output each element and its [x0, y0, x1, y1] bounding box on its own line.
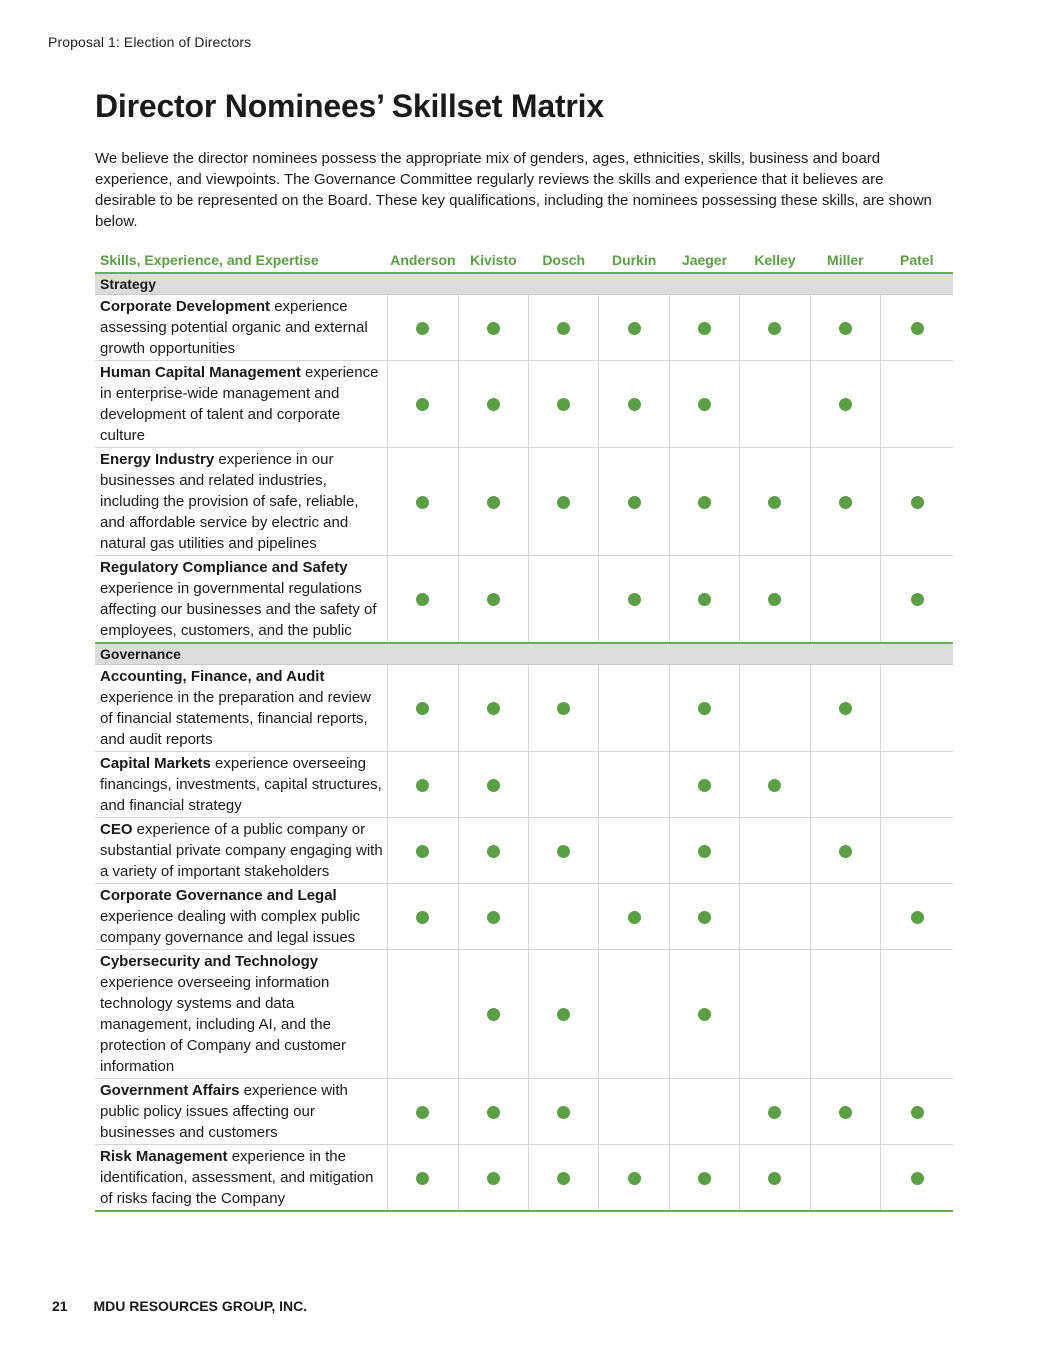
skill-description	[95, 1145, 388, 1212]
skill-dot-icon	[557, 702, 570, 715]
matrix-cell-jaeger	[669, 1145, 739, 1212]
skill-dot-icon	[628, 496, 641, 509]
matrix-cell-miller	[810, 752, 880, 818]
skill-dot-icon	[487, 496, 500, 509]
matrix-cell-kivisto	[458, 1145, 528, 1212]
matrix-cell-durkin	[599, 1079, 669, 1145]
intro-paragraph: We believe the director nominees possess the appropriate mix of genders, ages, ethnicities, skills, business and board experience, and viewpoints. The Governance Committee regularly reviews the skills and experience that it believes are desirable to be represented on the Board. These key qualifications, including the nominees possessing these skills, are shown below.	[95, 150, 932, 230]
matrix-cell-kivisto	[458, 295, 528, 361]
skill-dot-icon	[487, 1008, 500, 1021]
skill-dot-icon	[557, 322, 570, 335]
matrix-cell-kelley	[740, 950, 810, 1079]
matrix-cell-patel	[881, 1079, 953, 1145]
skill-dot-icon	[557, 1008, 570, 1021]
skill-dot-icon	[628, 1172, 641, 1185]
matrix-cell-jaeger	[669, 818, 739, 884]
matrix-cell-patel	[881, 361, 953, 448]
matrix-cell-kivisto	[458, 556, 528, 644]
matrix-cell-dosch	[529, 556, 599, 644]
matrix-cell-kivisto	[458, 818, 528, 884]
matrix-cell-anderson	[388, 818, 458, 884]
skill-detail: experience dealing with complex public company governance and legal issues	[100, 908, 361, 946]
skill-dot-icon	[487, 911, 500, 924]
matrix-cell-anderson	[388, 295, 458, 361]
matrix-cell-kelley	[740, 752, 810, 818]
skill-dot-icon	[911, 322, 924, 335]
skill-detail: experience with public policy issues affecting our businesses and customers	[100, 1082, 348, 1141]
skill-description	[95, 950, 388, 1079]
skill-title: Cybersecurity and Technology	[100, 953, 319, 970]
skill-dot-icon	[698, 322, 711, 335]
matrix-cell-dosch	[529, 448, 599, 556]
director-header-dosch: Dosch	[529, 250, 599, 273]
matrix-cell-miller	[810, 1145, 880, 1212]
header-section-label: Proposal 1: Election of Directors	[48, 34, 252, 50]
skill-dot-icon	[839, 702, 852, 715]
skill-detail: experience assessing potential organic and external growth opportunities	[100, 298, 368, 357]
director-header-kivisto: Kivisto	[458, 250, 528, 273]
skill-column-header: Skills, Experience, and Expertise	[95, 250, 388, 273]
matrix-cell-dosch	[529, 1079, 599, 1145]
matrix-cell-kivisto	[458, 665, 528, 752]
matrix-cell-durkin	[599, 556, 669, 644]
skill-description	[95, 1079, 388, 1145]
matrix-cell-kivisto	[458, 448, 528, 556]
skill-dot-icon	[768, 322, 781, 335]
matrix-cell-kelley	[740, 665, 810, 752]
matrix-body	[95, 273, 953, 1211]
skill-dot-icon	[557, 1172, 570, 1185]
skill-dot-icon	[557, 496, 570, 509]
matrix-cell-patel	[881, 818, 953, 884]
matrix-cell-patel	[881, 752, 953, 818]
matrix-cell-kivisto	[458, 1079, 528, 1145]
table-row	[95, 1145, 953, 1212]
matrix-cell-kelley	[740, 818, 810, 884]
matrix-cell-kivisto	[458, 752, 528, 818]
table-row	[95, 884, 953, 950]
skill-dot-icon	[628, 398, 641, 411]
skill-dot-icon	[698, 911, 711, 924]
skill-dot-icon	[768, 779, 781, 792]
skill-dot-icon	[768, 496, 781, 509]
matrix-cell-durkin	[599, 1145, 669, 1212]
matrix-cell-patel	[881, 665, 953, 752]
company-name: MDU RESOURCES GROUP, INC.	[93, 1298, 308, 1314]
skill-dot-icon	[416, 911, 429, 924]
matrix-cell-jaeger	[669, 448, 739, 556]
matrix-cell-kelley	[740, 361, 810, 448]
skill-dot-icon	[698, 496, 711, 509]
skill-detail: experience in the identification, assessment, and mitigation of risks facing the Company	[100, 1148, 374, 1207]
skill-detail: experience in enterprise-wide management and development of talent and corporate culture	[100, 364, 379, 444]
skill-title: Energy Industry	[100, 451, 215, 468]
skill-dot-icon	[839, 1106, 852, 1119]
matrix-cell-durkin	[599, 448, 669, 556]
matrix-cell-anderson	[388, 884, 458, 950]
matrix-cell-kelley	[740, 884, 810, 950]
table-row	[95, 818, 953, 884]
matrix-cell-kelley	[740, 448, 810, 556]
skill-description	[95, 884, 388, 950]
skill-dot-icon	[911, 1106, 924, 1119]
matrix-cell-jaeger	[669, 361, 739, 448]
matrix-cell-kelley	[740, 1079, 810, 1145]
skill-dot-icon	[557, 398, 570, 411]
table-row	[95, 1079, 953, 1145]
skill-description	[95, 752, 388, 818]
skill-detail: experience in governmental regulations affecting our businesses and the safety of employees, customers, and the public	[100, 580, 377, 639]
skill-title: CEO	[100, 821, 133, 838]
table-row	[95, 752, 953, 818]
table-row	[95, 665, 953, 752]
skill-dot-icon	[416, 496, 429, 509]
table-row	[95, 361, 953, 448]
skill-dot-icon	[416, 1172, 429, 1185]
matrix-cell-patel	[881, 556, 953, 644]
director-header-anderson: Anderson	[388, 250, 458, 273]
matrix-cell-jaeger	[669, 556, 739, 644]
skill-dot-icon	[911, 911, 924, 924]
skill-dot-icon	[698, 779, 711, 792]
skill-title: Government Affairs	[100, 1082, 240, 1099]
skill-detail: experience overseeing financings, investments, capital structures, and financial strategy	[100, 755, 382, 814]
skill-dot-icon	[487, 322, 500, 335]
matrix-cell-dosch	[529, 295, 599, 361]
matrix-cell-jaeger	[669, 752, 739, 818]
matrix-cell-durkin	[599, 818, 669, 884]
matrix-cell-anderson	[388, 665, 458, 752]
skill-description	[95, 361, 388, 448]
skill-description	[95, 448, 388, 556]
matrix-cell-miller	[810, 556, 880, 644]
matrix-cell-miller	[810, 818, 880, 884]
matrix-cell-dosch	[529, 884, 599, 950]
skill-dot-icon	[628, 593, 641, 606]
matrix-cell-anderson	[388, 361, 458, 448]
matrix-cell-dosch	[529, 752, 599, 818]
skill-dot-icon	[698, 702, 711, 715]
skill-dot-icon	[628, 911, 641, 924]
skill-title: Human Capital Management	[100, 364, 301, 381]
skill-dot-icon	[768, 1106, 781, 1119]
skill-title: Corporate Governance and Legal	[100, 887, 337, 904]
skill-dot-icon	[487, 779, 500, 792]
matrix-cell-jaeger	[669, 884, 739, 950]
skill-dot-icon	[557, 845, 570, 858]
skill-dot-icon	[416, 779, 429, 792]
skill-title: Corporate Development	[100, 298, 271, 315]
matrix-cell-patel	[881, 295, 953, 361]
matrix-cell-dosch	[529, 1145, 599, 1212]
skill-dot-icon	[911, 1172, 924, 1185]
skill-dot-icon	[839, 398, 852, 411]
matrix-cell-anderson	[388, 448, 458, 556]
skill-dot-icon	[487, 845, 500, 858]
matrix-cell-miller	[810, 665, 880, 752]
skill-description	[95, 295, 388, 361]
matrix-cell-miller	[810, 1079, 880, 1145]
page-footer	[52, 1298, 307, 1314]
skill-detail: experience overseeing information technology systems and data management, including AI, and the protection of Company and customer information	[100, 974, 346, 1075]
matrix-cell-dosch	[529, 361, 599, 448]
skills-matrix-table	[95, 250, 953, 1212]
matrix-cell-durkin	[599, 884, 669, 950]
table-row	[95, 448, 953, 556]
skill-dot-icon	[487, 1172, 500, 1185]
director-header-jaeger: Jaeger	[669, 250, 739, 273]
section-row	[95, 273, 953, 295]
matrix-cell-miller	[810, 950, 880, 1079]
page-number: 21	[52, 1298, 68, 1314]
skill-detail: experience in our businesses and related industries, including the provision of safe, reliable, and affordable service by electric and natural gas utilities and pipelines	[100, 451, 359, 552]
matrix-cell-anderson	[388, 752, 458, 818]
skill-description	[95, 818, 388, 884]
skill-dot-icon	[557, 1106, 570, 1119]
matrix-cell-durkin	[599, 752, 669, 818]
matrix-cell-dosch	[529, 950, 599, 1079]
matrix-cell-kelley	[740, 1145, 810, 1212]
matrix-cell-durkin	[599, 361, 669, 448]
matrix-cell-durkin	[599, 295, 669, 361]
skill-dot-icon	[698, 1008, 711, 1021]
skill-dot-icon	[768, 1172, 781, 1185]
matrix-cell-patel	[881, 1145, 953, 1212]
page-title: Director Nominees’ Skillset Matrix	[95, 88, 604, 124]
skill-dot-icon	[416, 702, 429, 715]
table-row	[95, 556, 953, 644]
table-header-row	[95, 250, 953, 273]
matrix-cell-miller	[810, 361, 880, 448]
matrix-cell-anderson	[388, 950, 458, 1079]
skill-dot-icon	[768, 593, 781, 606]
director-header-durkin: Durkin	[599, 250, 669, 273]
skill-dot-icon	[698, 398, 711, 411]
matrix-cell-durkin	[599, 665, 669, 752]
director-header-miller: Miller	[810, 250, 880, 273]
matrix-cell-kelley	[740, 556, 810, 644]
skill-dot-icon	[487, 702, 500, 715]
director-header-kelley: Kelley	[740, 250, 810, 273]
skill-dot-icon	[416, 593, 429, 606]
matrix-cell-anderson	[388, 1079, 458, 1145]
skill-dot-icon	[416, 1106, 429, 1119]
skill-dot-icon	[698, 593, 711, 606]
matrix-cell-miller	[810, 295, 880, 361]
matrix-cell-jaeger	[669, 295, 739, 361]
table-row	[95, 950, 953, 1079]
skill-title: Regulatory Compliance and Safety	[100, 559, 348, 576]
matrix-cell-dosch	[529, 665, 599, 752]
matrix-cell-jaeger	[669, 1079, 739, 1145]
matrix-cell-patel	[881, 950, 953, 1079]
matrix-cell-kivisto	[458, 884, 528, 950]
skill-dot-icon	[416, 398, 429, 411]
matrix-cell-patel	[881, 448, 953, 556]
skill-dot-icon	[839, 496, 852, 509]
matrix-cell-patel	[881, 884, 953, 950]
section-label: Governance	[95, 643, 953, 665]
table-row	[95, 295, 953, 361]
director-header-patel: Patel	[881, 250, 953, 273]
skill-title: Accounting, Finance, and Audit	[100, 668, 325, 685]
matrix-cell-anderson	[388, 556, 458, 644]
skill-dot-icon	[839, 322, 852, 335]
skill-detail: experience in the preparation and review of financial statements, financial reports, and audit reports	[100, 689, 372, 748]
skill-dot-icon	[487, 593, 500, 606]
skill-dot-icon	[416, 845, 429, 858]
skill-dot-icon	[839, 845, 852, 858]
section-row	[95, 643, 953, 665]
matrix-cell-kelley	[740, 295, 810, 361]
matrix-cell-kivisto	[458, 361, 528, 448]
skill-dot-icon	[911, 496, 924, 509]
matrix-cell-kivisto	[458, 950, 528, 1079]
matrix-cell-anderson	[388, 1145, 458, 1212]
skill-detail: experience of a public company or substantial private company engaging with a variety of important stakeholders	[100, 821, 383, 880]
skill-dot-icon	[911, 593, 924, 606]
section-label: Strategy	[95, 273, 953, 295]
matrix-cell-miller	[810, 884, 880, 950]
skill-dot-icon	[487, 398, 500, 411]
skill-description	[95, 556, 388, 644]
matrix-cell-jaeger	[669, 665, 739, 752]
skill-dot-icon	[698, 1172, 711, 1185]
skill-description	[95, 665, 388, 752]
skill-dot-icon	[487, 1106, 500, 1119]
skill-dot-icon	[416, 322, 429, 335]
matrix-cell-jaeger	[669, 950, 739, 1079]
skill-dot-icon	[628, 322, 641, 335]
matrix-cell-dosch	[529, 818, 599, 884]
skill-dot-icon	[698, 845, 711, 858]
skill-title: Capital Markets	[100, 755, 211, 772]
matrix-cell-durkin	[599, 950, 669, 1079]
skill-title: Risk Management	[100, 1148, 228, 1165]
matrix-cell-miller	[810, 448, 880, 556]
